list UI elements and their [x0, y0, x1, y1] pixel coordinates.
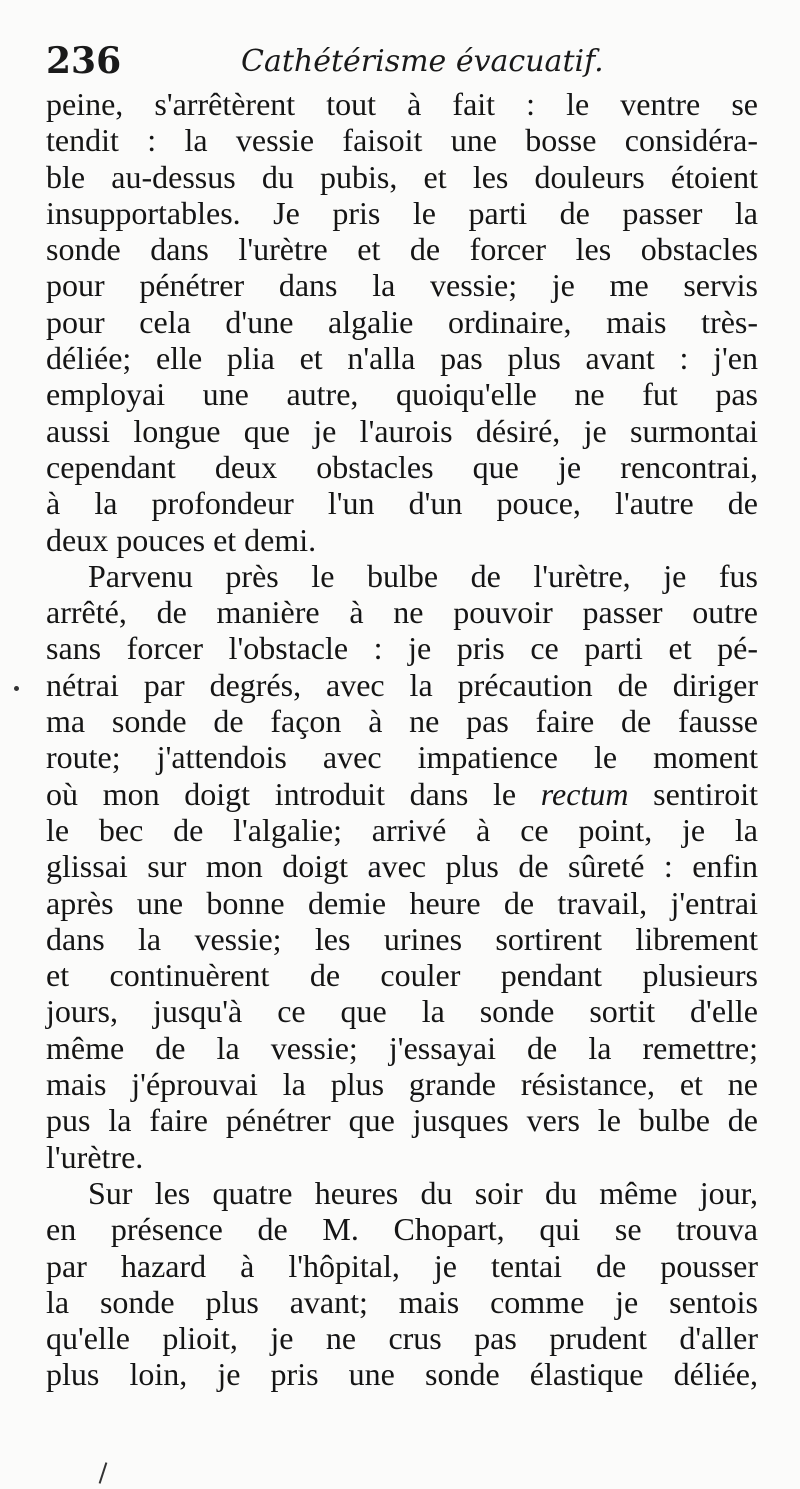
- ink-stroke: [99, 1462, 108, 1484]
- text-line: aussi longue que je l'aurois désiré, je surmontai: [46, 412, 758, 449]
- ink-speck: [14, 686, 19, 691]
- text-line: même de la vessie; j'essayai de la remettre;: [46, 1029, 758, 1066]
- text-line: employai une autre, quoiqu'elle ne fut pas: [46, 376, 758, 413]
- text-line: la sonde plus avant; mais comme je sentois: [46, 1283, 758, 1320]
- text-line: ble au-dessus du pubis, et les douleurs étoient: [46, 158, 758, 195]
- text-line: pus la faire pénétrer que jusques vers le bulbe de: [46, 1102, 758, 1139]
- page-number: 236: [46, 40, 122, 82]
- text-line: sans forcer l'obstacle : je pris ce parti et pé-: [46, 630, 758, 667]
- text-line: à la profondeur l'un d'un pouce, l'autre de: [46, 485, 758, 522]
- text-line: jours, jusqu'à ce que la sonde sortit d'elle: [46, 993, 758, 1030]
- text-line: pour cela d'une algalie ordinaire, mais très-: [46, 303, 758, 340]
- text-line: Sur les quatre heures du soir du même jour,: [88, 1174, 758, 1211]
- body-text: [46, 86, 758, 1393]
- text-line: dans la vessie; les urines sortirent librement: [46, 920, 758, 957]
- text-line: en présence de M. Chopart, qui se trouva: [46, 1211, 758, 1248]
- text-line: route; j'attendois avec impatience le moment: [46, 739, 758, 776]
- text-line: insupportables. Je pris le parti de passer la: [46, 194, 758, 231]
- text-line: et continuèrent de couler pendant plusieurs: [46, 957, 758, 994]
- text-line: déliée; elle plia et n'alla pas plus avant : j'en: [46, 340, 758, 377]
- text-line: après une bonne demie heure de travail, j'entrai: [46, 884, 758, 921]
- text-line: plus loin, je pris une sonde élastique déliée,: [46, 1356, 758, 1393]
- text-line: tendit : la vessie faisoit une bosse considéra-: [46, 122, 758, 159]
- text-segment: où mon doigt introduit dans le: [46, 775, 517, 812]
- page-header: [46, 40, 756, 92]
- text-line: qu'elle plioit, je ne crus pas prudent d'aller: [46, 1320, 758, 1357]
- text-line: nétrai par degrés, avec la précaution de diriger: [46, 666, 758, 703]
- text-segment: sentiroit: [653, 775, 758, 812]
- text-line: deux pouces et demi.: [46, 521, 317, 558]
- text-line: peine, s'arrêtèrent tout à fait : le ventre se: [46, 86, 758, 122]
- text-line: Parvenu près le bulbe de l'urètre, je fus: [88, 557, 758, 594]
- text-line: ma sonde de façon à ne pas faire de fausse: [46, 703, 758, 740]
- italic-term: rectum: [540, 775, 629, 812]
- text-line: glissai sur mon doigt avec plus de sûreté : enfin: [46, 848, 758, 885]
- text-line: cependant deux obstacles que je rencontrai,: [46, 448, 758, 485]
- text-line: pour pénétrer dans la vessie; je me servis: [46, 267, 758, 304]
- text-line: le bec de l'algalie; arrivé à ce point, je la: [46, 811, 758, 848]
- text-line: l'urètre.: [46, 1138, 144, 1175]
- running-title: Cathétérisme évacuatif.: [241, 44, 604, 79]
- text-line: arrêté, de manière à ne pouvoir passer outre: [46, 594, 758, 631]
- text-line: sonde dans l'urètre et de forcer les obstacles: [46, 231, 758, 268]
- text-line: [46, 776, 758, 812]
- text-line: par hazard à l'hôpital, je tentai de pousser: [46, 1247, 758, 1284]
- text-line: mais j'éprouvai la plus grande résistance, et ne: [46, 1066, 758, 1103]
